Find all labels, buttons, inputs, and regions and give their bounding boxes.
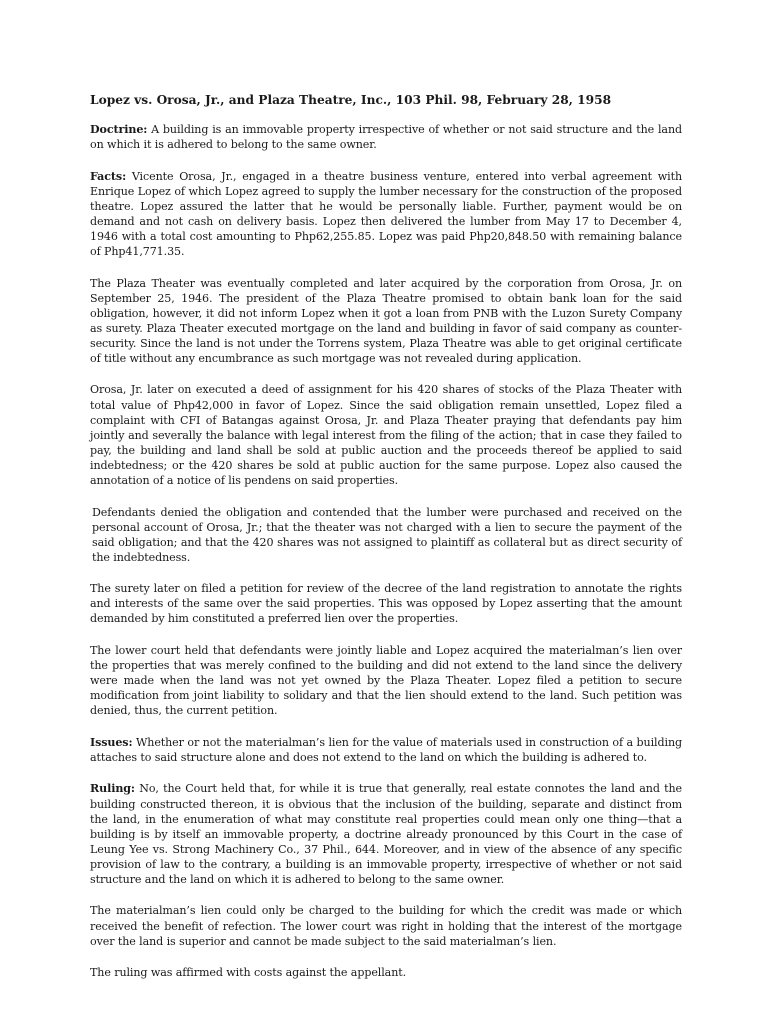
facts-paragraph [90,169,682,260]
doctrine-paragraph [90,122,682,152]
issues-paragraph [90,735,682,765]
closing-paragraph-1: The materialman’s lien could only be charged to the building for which the credit was made or which received the benefit of refection. The lower court was right in holding that the interest of the mortgage over the land is superior and cannot be made subject to the said materialman’s lien. [90,904,682,948]
case-title: Lopez vs. Orosa, Jr., and Plaza Theatre, Inc., 103 Phil. 98, February 28, 1958 [90,93,612,107]
case-digest-page [90,92,682,997]
closing-paragraph-2: The ruling was affirmed with costs against the appellant. [90,966,407,980]
issues-label: Issues: [90,735,133,749]
ruling-paragraph [90,781,682,887]
facts-paragraph-6: The lower court held that defendants were jointly liable and Lopez acquired the materialman’s lien over the properties that was merely confined to the building and did not extend to the land since the delivery were made when the land was not yet owned by the Plaza Theater. Lopez filed a petition to secure modification from joint liability to solidary and that the lien should extend to the land. Such petition was denied, thus, the current petition. [90,643,682,718]
facts-label: Facts: [90,169,127,183]
facts-paragraph-5: The surety later on filed a petition for review of the decree of the land registration to annotate the rights and interests of the same over the said properties. This was opposed by Lopez asserting that the amount demanded by him constituted a preferred lien over the properties. [90,582,682,626]
doctrine-text: A building is an immovable property irrespective of whether or not said structure and the land on which it is adhered to belong to the same owner. [90,123,682,152]
facts-text: Vicente Orosa, Jr., engaged in a theatre business venture, entered into verbal agreement with Enrique Lopez of which Lopez agreed to supply the lumber necessary for the construction of the proposed theatre. Lopez assured the latter that he would be personally liable. Further, payment would be on demand and not cash on delivery basis. Lopez then delivered the lumber from May 17 to December 4, 1946 with a total cost amounting to Php62,255.85. Lopez was paid Php20,848.50 with remaining balance of Php41,771.35. [90,169,682,259]
facts-paragraph-4: Defendants denied the obligation and contended that the lumber were purchased and received on the personal account of Orosa, Jr.; that the theater was not charged with a lien to secure the payment of the said obligation; and that the 420 shares was not assigned to plaintiff as collateral but as direct security of the indebtedness. [92,505,682,564]
ruling-label: Ruling: [90,782,135,796]
doctrine-label: Doctrine: [90,123,148,136]
facts-paragraph-3: Orosa, Jr. later on executed a deed of assignment for his 420 shares of stocks of the Plaza Theater with total value of Php42,000 in favor of Lopez. Since the said obligation remain unsettled, Lopez filed a complaint with CFI of Batangas against Orosa, Jr. and Plaza Theater praying that defendants pay him jointly and severally the balance with legal interest from the filing of the action; that in case they failed to pay, the building and land shall be sold at public auction and the proceeds thereof be applied to said indebtedness; or the 420 shares be sold at public auction for the same purpose. Lopez also caused the annotation of a notice of lis pendens on said properties. [90,383,682,488]
facts-paragraph-2: The Plaza Theater was eventually completed and later acquired by the corporation from Orosa, Jr. on September 25, 1946. The president of the Plaza Theatre promised to obtain bank loan for the said obligation, however, it did not inform Lopez when it got a loan from PNB with the Luzon Surety Company as surety. Plaza Theater executed mortgage on the land and building in favor of said company as counter-security. Since the land is not under the Torrens system, Plaza Theatre was able to get original certificate of title without any encumbrance as such mortgage was not revealed during application. [90,276,682,365]
ruling-text: No, the Court held that, for while it is true that generally, real estate connotes the land and the building constructed thereon, it is obvious that the inclusion of the building, separate and distinct from the land, in the enumeration of what may constitute real properties could mean only one thing—that a building is by itself an immovable property, a doctrine already pronounced by this Court in the case of Leung Yee vs. Strong Machinery Co., 37 Phil., 644. Moreover, and in view of the absence of any specific provision of law to the contrary, a building is an immovable property, irrespective of whether or not said structure and the land on which it is adhered to belong to the same owner. [90,782,682,886]
issues-text: Whether or not the materialman’s lien for the value of materials used in construction of a building attaches to said structure alone and does not extend to the land on which the building is adhered to. [90,735,682,764]
